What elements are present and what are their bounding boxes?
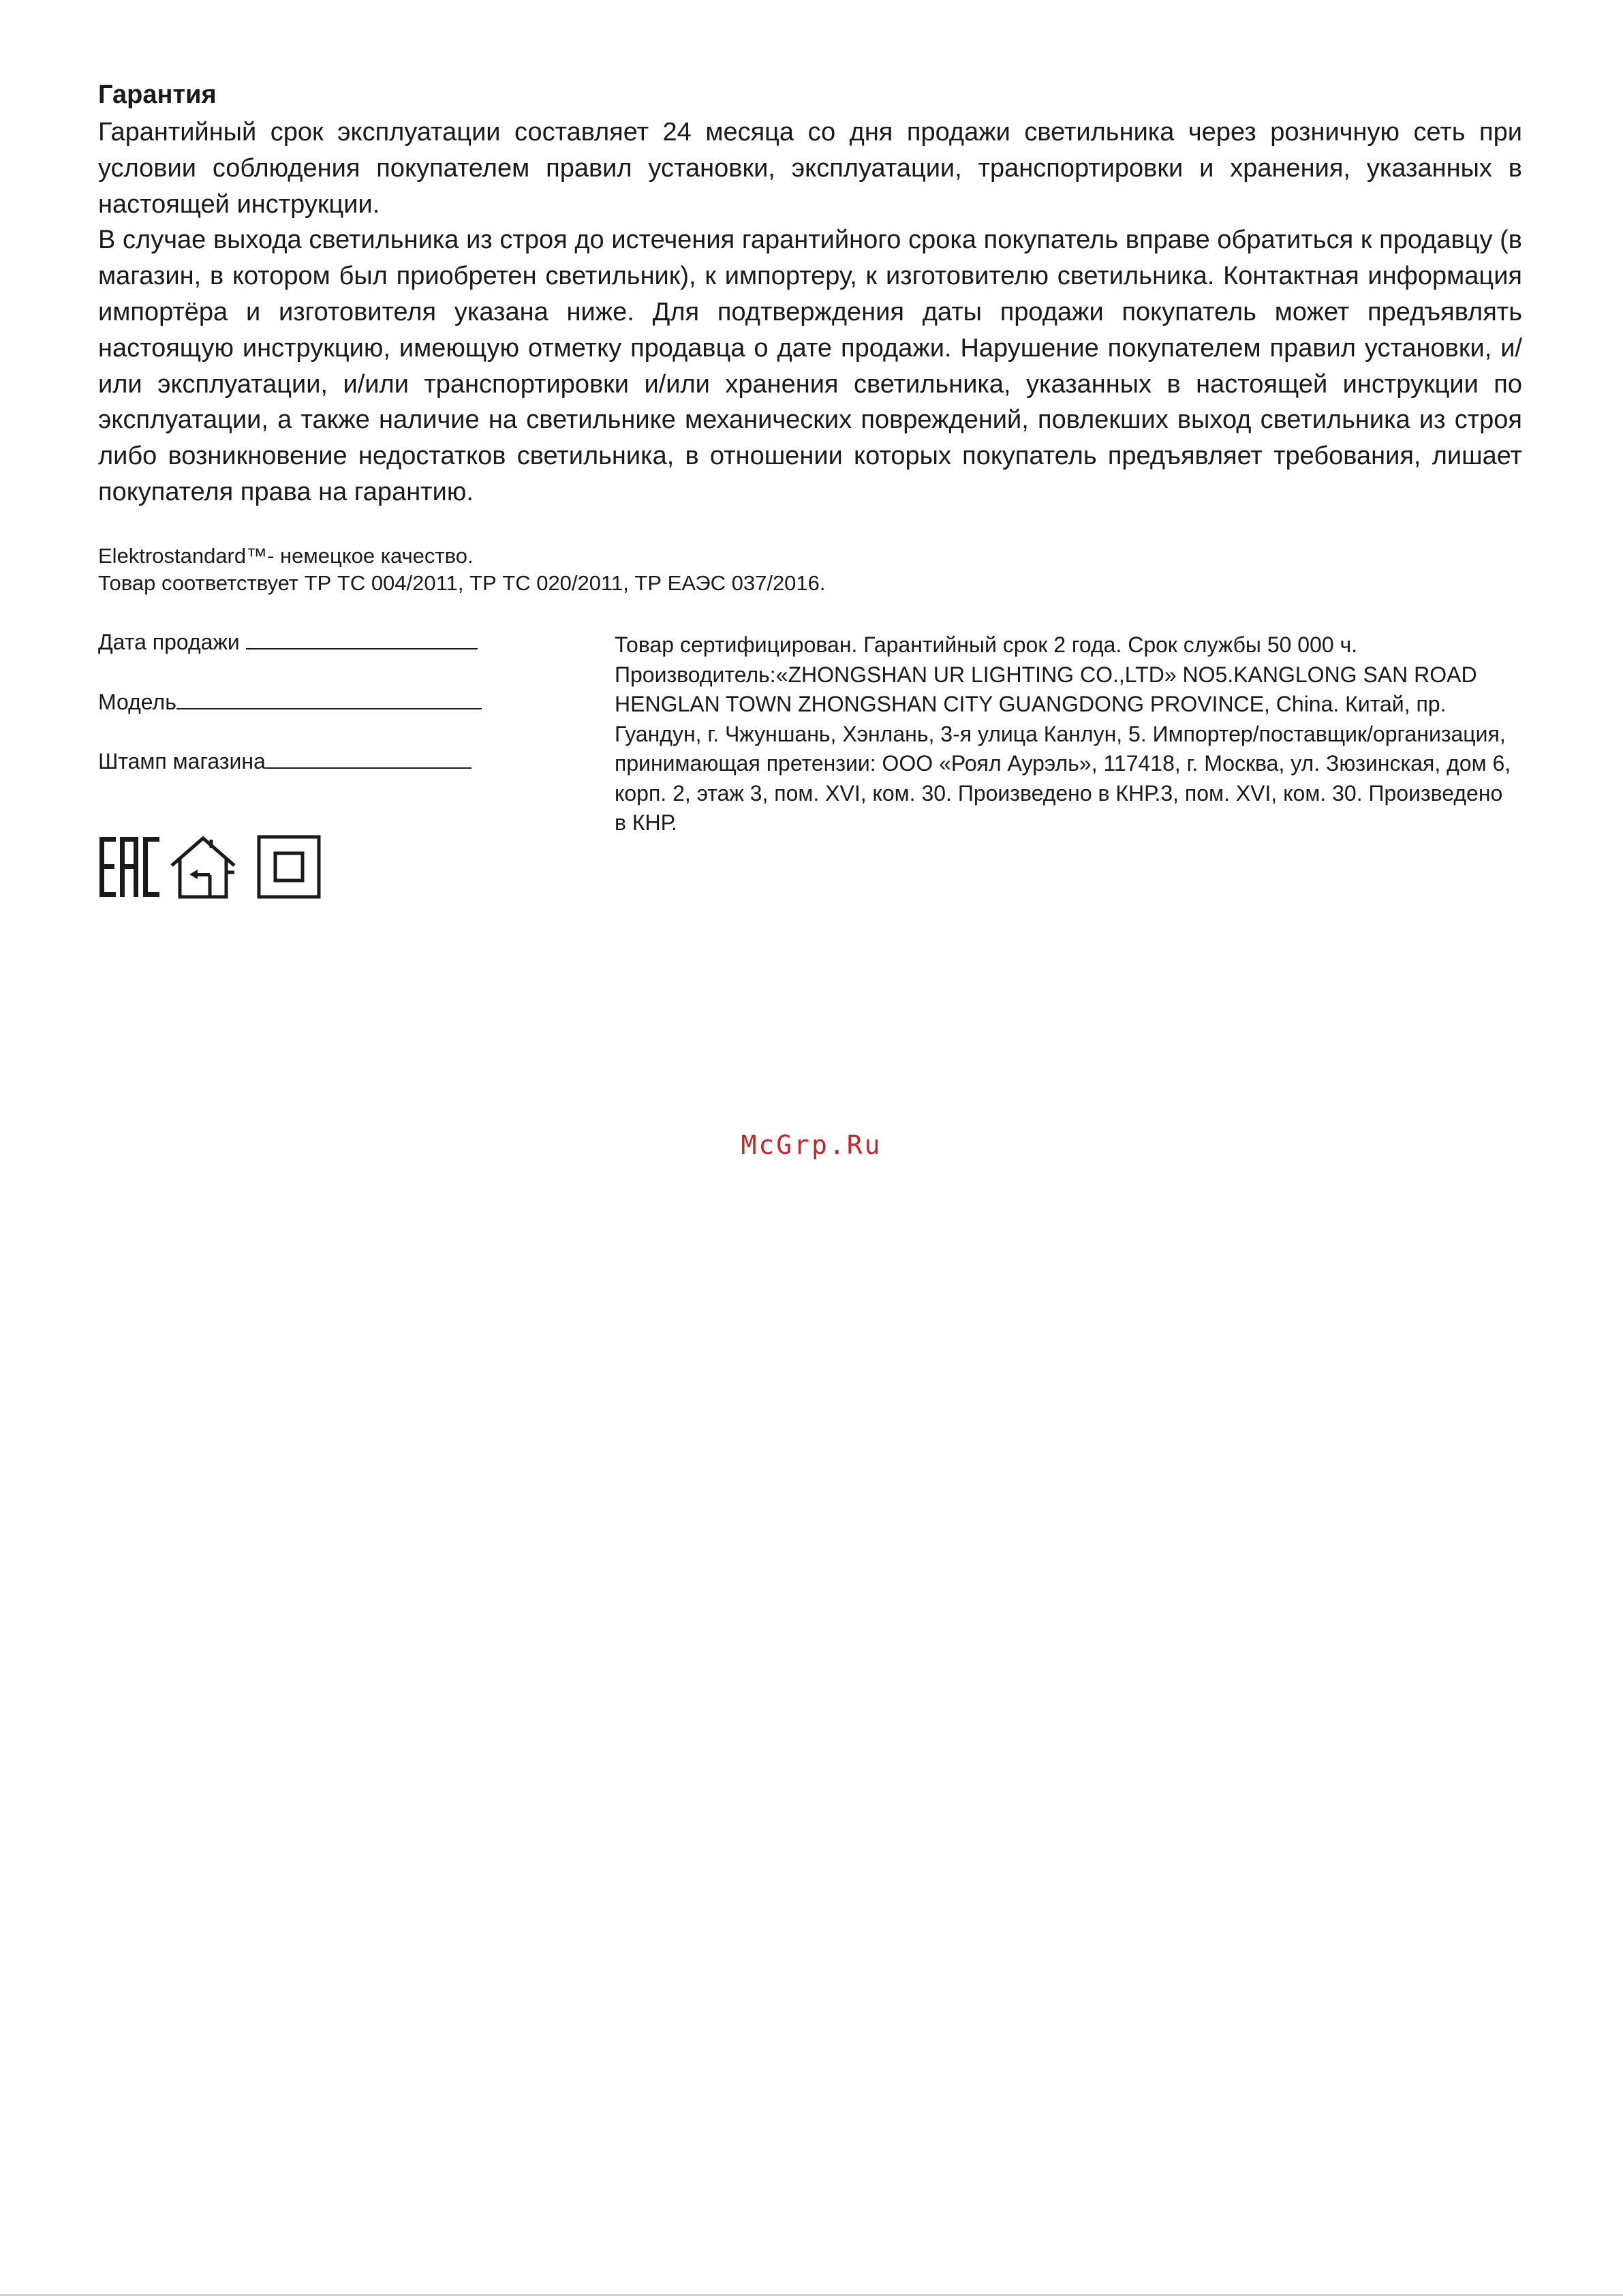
warranty-title: Гарантия <box>98 80 217 109</box>
warranty-paragraph-1: Гарантийный срок эксплуатации составляет 24 месяца со дня продажи светильника через розничную сеть при условии соблюдения покупателем правил установки, эксплуатации, транспортировки и хранения, указанных в настоящей инструкции. <box>98 118 1522 219</box>
model-label: Модель <box>98 690 176 714</box>
sale-date-label: Дата продажи <box>98 630 240 654</box>
double-insulation-icon <box>256 834 322 900</box>
stamp-line <box>266 748 472 769</box>
sale-date-field[interactable] <box>98 628 478 656</box>
stamp-label: Штамп магазина <box>98 749 266 774</box>
quality-statement <box>98 542 826 597</box>
model-field[interactable] <box>98 688 482 716</box>
warranty-paragraph-2: В случае выхода светильника из строя до истечения гарантийного срока покупатель вправе обратиться к продавцу (в магазин, в котором был приобретен светильник), к импортеру, к изготовителю светильника. Контактная информация импортёра и изготовителя указана ниже. Для подтверждения даты продажи покупатель может предъявлять настоящую инструкцию, имеющую отметку продавца о дате продажи. Нарушение покупателем правил установки, и/или эксплуатации, и/или транспортировки и/или хранения светильника, указанных в настоящей инструкции по эксплуатации, а также наличие на светильнике механических повреждений, повлекших выход светильника из строя либо возникновение недостатков светильника, в отношении которых покупатель предъявляет требования, лишает покупателя права на гарантию. <box>98 226 1522 506</box>
quality-line-brand: Elektrostandard™- немецкое качество. <box>98 544 474 568</box>
watermark: McGrp.Ru <box>741 1130 882 1160</box>
sale-date-line <box>246 629 478 649</box>
quality-line-standards: Товар соответствует ТР ТС 004/2011, ТР ТС 020/2011, ТР ЕАЭС 037/2016. <box>98 571 826 595</box>
warranty-section <box>98 75 1522 510</box>
eac-mark-icon <box>98 834 161 900</box>
stamp-field[interactable] <box>98 748 472 775</box>
indoor-use-icon <box>169 834 237 900</box>
certification-text: Товар сертифицирован. Гарантийный срок 2 года. Срок службы 50 000 ч. Производитель:«ZHONGSHAN UR LIGHTING CO.,LTD» NO5.KANGLONG SAN ROAD HENGLAN TOWN ZHONGSHAN CITY GUANGDONG PROVINCE, China. Китай, пр. Гуандун, г. Чжуншань, Хэнлань, 3-я улица Канлун, 5. Импортер/поставщик/организация, принимающая претензии: ООО «Роял Аурэль», 117418, г. Москва, ул. Зюзинская, дом 6, корп. 2, этаж 3, пом. XVI, ком. 30. Произведено в КНР.3, пом. XVI, ком. 30. Произведено в КНР. <box>615 632 1511 835</box>
model-line <box>176 689 482 709</box>
